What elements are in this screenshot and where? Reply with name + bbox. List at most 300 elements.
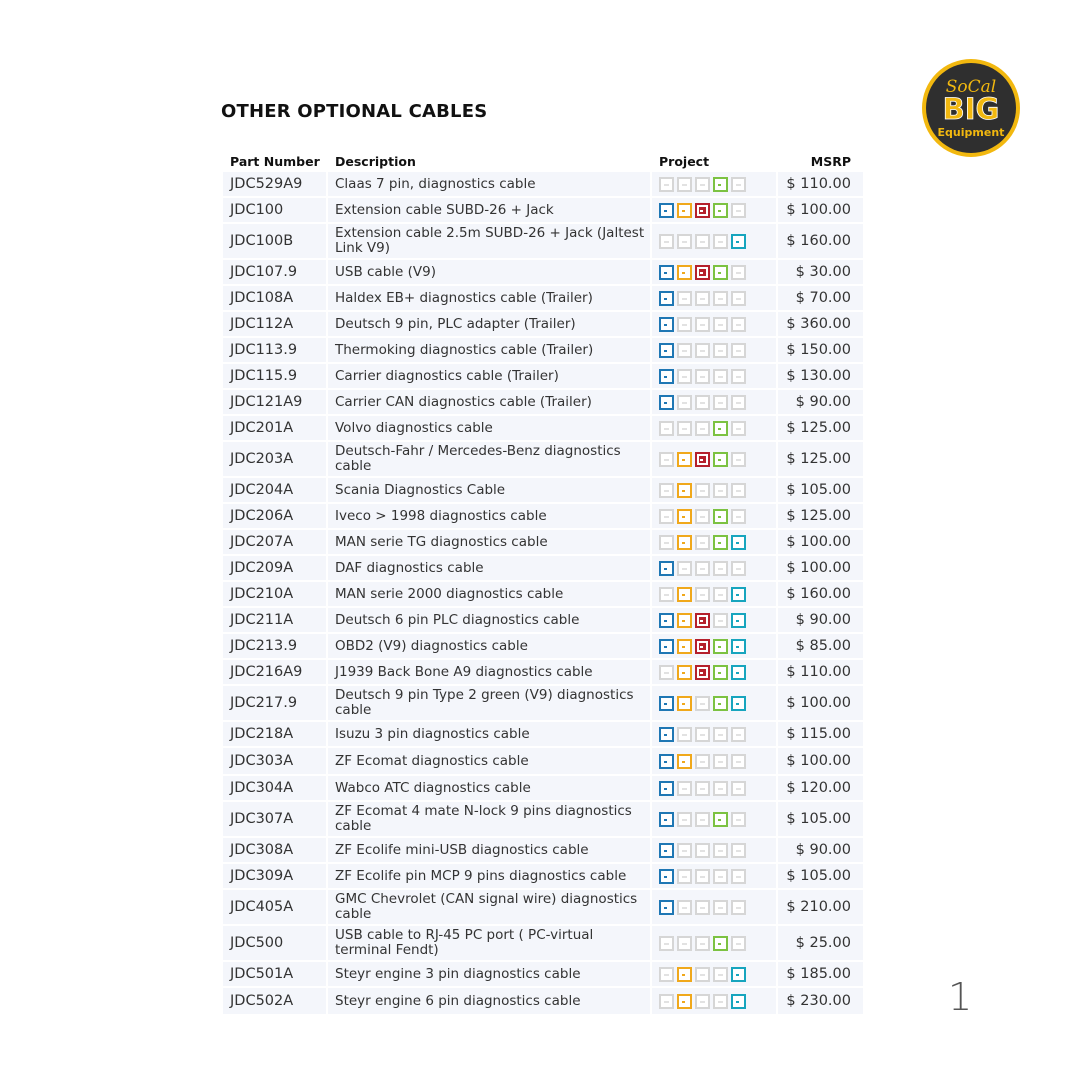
project-cell: [652, 390, 778, 414]
project-2-icon: [677, 936, 692, 951]
project-2-icon: [677, 561, 692, 576]
project-2-icon: [677, 781, 692, 796]
description-cell: Deutsch-Fahr / Mercedes-Benz diagnostics cable: [328, 442, 652, 476]
project-1-icon: [659, 234, 674, 249]
description-cell: ZF Ecolife mini-USB diagnostics cable: [328, 838, 652, 862]
project-2-icon: [677, 727, 692, 742]
table-row: [223, 686, 863, 722]
logo-line-2: BIG: [942, 92, 1000, 126]
project-2-icon: [677, 967, 692, 982]
part-number-cell: JDC216A9: [223, 660, 328, 684]
part-number-cell: JDC217.9: [223, 686, 328, 720]
part-number-cell: JDC108A: [223, 286, 328, 310]
table-row: [223, 988, 863, 1016]
project-2-icon: [677, 587, 692, 602]
project-cell: [652, 776, 778, 800]
description-cell: DAF diagnostics cable: [328, 556, 652, 580]
project-1-icon: [659, 843, 674, 858]
project-3-icon: [695, 696, 710, 711]
table-row: [223, 962, 863, 988]
project-4-icon: [713, 727, 728, 742]
project-1-icon: [659, 395, 674, 410]
header-project: Project: [659, 154, 710, 169]
project-3-icon: [695, 967, 710, 982]
project-cell: [652, 608, 778, 632]
project-1-icon: [659, 967, 674, 982]
cables-table: [223, 151, 863, 1016]
project-1-icon: [659, 483, 674, 498]
part-number-cell: JDC211A: [223, 608, 328, 632]
description-cell: Iveco > 1998 diagnostics cable: [328, 504, 652, 528]
project-4-icon: [713, 812, 728, 827]
table-row: [223, 608, 863, 634]
project-4-icon: [713, 509, 728, 524]
description-cell: Claas 7 pin, diagnostics cable: [328, 172, 652, 196]
project-4-icon: [713, 177, 728, 192]
project-cell: [652, 838, 778, 862]
msrp-cell: $ 230.00: [786, 993, 851, 1009]
msrp-cell: $ 185.00: [786, 966, 851, 982]
msrp-cell: $ 90.00: [795, 842, 851, 858]
project-3-icon: [695, 781, 710, 796]
project-1-icon: [659, 665, 674, 680]
project-1-icon: [659, 587, 674, 602]
project-5-icon: [731, 727, 746, 742]
msrp-cell: $ 105.00: [786, 811, 851, 827]
page-number: 1: [948, 975, 973, 1019]
part-number-cell: JDC121A9: [223, 390, 328, 414]
msrp-cell: $ 100.00: [786, 202, 851, 218]
project-5-icon: [731, 535, 746, 550]
part-number-cell: JDC308A: [223, 838, 328, 862]
project-3-icon: [695, 265, 710, 280]
description-cell: USB cable to RJ-45 PC port ( PC-virtual terminal Fendt): [328, 926, 652, 960]
project-5-icon: [731, 754, 746, 769]
project-cell: [652, 582, 778, 606]
msrp-cell: $ 85.00: [795, 638, 851, 654]
project-1-icon: [659, 421, 674, 436]
table-row: [223, 926, 863, 962]
project-3-icon: [695, 936, 710, 951]
part-number-cell: JDC113.9: [223, 338, 328, 362]
table-row: [223, 338, 863, 364]
project-3-icon: [695, 812, 710, 827]
msrp-cell: $ 160.00: [786, 586, 851, 602]
project-cell: [652, 312, 778, 336]
table-row: [223, 224, 863, 260]
project-1-icon: [659, 452, 674, 467]
project-2-icon: [677, 234, 692, 249]
project-4-icon: [713, 452, 728, 467]
project-3-icon: [695, 421, 710, 436]
project-2-icon: [677, 369, 692, 384]
project-4-icon: [713, 869, 728, 884]
project-1-icon: [659, 509, 674, 524]
table-row: [223, 634, 863, 660]
description-cell: Thermoking diagnostics cable (Trailer): [328, 338, 652, 362]
project-cell: [652, 864, 778, 888]
project-5-icon: [731, 665, 746, 680]
msrp-cell: $ 150.00: [786, 342, 851, 358]
table-row: [223, 198, 863, 224]
table-row: [223, 722, 863, 748]
project-5-icon: [731, 291, 746, 306]
project-cell: [652, 926, 778, 960]
part-number-cell: JDC204A: [223, 478, 328, 502]
project-3-icon: [695, 234, 710, 249]
project-cell: [652, 686, 778, 720]
project-cell: [652, 172, 778, 196]
project-3-icon: [695, 317, 710, 332]
table-row: [223, 838, 863, 864]
project-2-icon: [677, 395, 692, 410]
part-number-cell: JDC405A: [223, 890, 328, 924]
part-number-cell: JDC100: [223, 198, 328, 222]
project-cell: [652, 286, 778, 310]
project-2-icon: [677, 317, 692, 332]
description-cell: GMC Chevrolet (CAN signal wire) diagnostics cable: [328, 890, 652, 924]
msrp-cell: $ 100.00: [786, 753, 851, 769]
msrp-cell: $ 90.00: [795, 612, 851, 628]
msrp-cell: $ 360.00: [786, 316, 851, 332]
project-1-icon: [659, 561, 674, 576]
project-1-icon: [659, 203, 674, 218]
project-3-icon: [695, 613, 710, 628]
msrp-cell: $ 105.00: [786, 482, 851, 498]
table-row: [223, 864, 863, 890]
part-number-cell: JDC206A: [223, 504, 328, 528]
project-4-icon: [713, 483, 728, 498]
table-row: [223, 416, 863, 442]
part-number-cell: JDC112A: [223, 312, 328, 336]
project-3-icon: [695, 754, 710, 769]
table-row: [223, 312, 863, 338]
header-msrp: MSRP: [810, 154, 851, 169]
part-number-cell: JDC309A: [223, 864, 328, 888]
description-cell: Scania Diagnostics Cable: [328, 478, 652, 502]
project-2-icon: [677, 994, 692, 1009]
project-2-icon: [677, 869, 692, 884]
project-4-icon: [713, 535, 728, 550]
project-3-icon: [695, 483, 710, 498]
table-row: [223, 442, 863, 478]
project-1-icon: [659, 177, 674, 192]
project-3-icon: [695, 177, 710, 192]
table-row: [223, 504, 863, 530]
project-3-icon: [695, 587, 710, 602]
msrp-cell: $ 210.00: [786, 899, 851, 915]
msrp-cell: $ 125.00: [786, 508, 851, 524]
msrp-cell: $ 70.00: [795, 290, 851, 306]
table-row: [223, 776, 863, 802]
description-cell: MAN serie 2000 diagnostics cable: [328, 582, 652, 606]
description-cell: Steyr engine 6 pin diagnostics cable: [328, 988, 652, 1014]
description-cell: Deutsch 9 pin Type 2 green (V9) diagnostics cable: [328, 686, 652, 720]
project-1-icon: [659, 812, 674, 827]
project-1-icon: [659, 535, 674, 550]
project-1-icon: [659, 900, 674, 915]
project-5-icon: [731, 843, 746, 858]
project-4-icon: [713, 369, 728, 384]
description-cell: Haldex EB+ diagnostics cable (Trailer): [328, 286, 652, 310]
project-cell: [652, 802, 778, 836]
project-4-icon: [713, 754, 728, 769]
part-number-cell: JDC207A: [223, 530, 328, 554]
part-number-cell: JDC529A9: [223, 172, 328, 196]
project-cell: [652, 478, 778, 502]
project-2-icon: [677, 900, 692, 915]
project-2-icon: [677, 177, 692, 192]
project-5-icon: [731, 696, 746, 711]
project-3-icon: [695, 343, 710, 358]
description-cell: Extension cable SUBD-26 + Jack: [328, 198, 652, 222]
table-row: [223, 364, 863, 390]
table-row: [223, 748, 863, 776]
project-2-icon: [677, 452, 692, 467]
project-5-icon: [731, 369, 746, 384]
project-2-icon: [677, 265, 692, 280]
part-number-cell: JDC210A: [223, 582, 328, 606]
description-cell: OBD2 (V9) diagnostics cable: [328, 634, 652, 658]
project-4-icon: [713, 291, 728, 306]
table-row: [223, 478, 863, 504]
project-5-icon: [731, 265, 746, 280]
part-number-cell: JDC218A: [223, 722, 328, 746]
socal-big-equipment-logo: [921, 58, 1021, 158]
project-2-icon: [677, 696, 692, 711]
project-5-icon: [731, 812, 746, 827]
description-cell: MAN serie TG diagnostics cable: [328, 530, 652, 554]
project-3-icon: [695, 452, 710, 467]
msrp-cell: $ 110.00: [786, 176, 851, 192]
project-2-icon: [677, 483, 692, 498]
header-part-number: Part Number: [230, 154, 320, 169]
description-cell: ZF Ecomat 4 mate N-lock 9 pins diagnostics cable: [328, 802, 652, 836]
project-cell: [652, 504, 778, 528]
project-5-icon: [731, 203, 746, 218]
part-number-cell: JDC209A: [223, 556, 328, 580]
project-1-icon: [659, 754, 674, 769]
project-5-icon: [731, 421, 746, 436]
project-4-icon: [713, 639, 728, 654]
project-cell: [652, 198, 778, 222]
project-5-icon: [731, 869, 746, 884]
msrp-cell: $ 25.00: [795, 935, 851, 951]
project-1-icon: [659, 639, 674, 654]
project-3-icon: [695, 561, 710, 576]
project-4-icon: [713, 561, 728, 576]
table-row: [223, 286, 863, 312]
project-2-icon: [677, 421, 692, 436]
msrp-cell: $ 130.00: [786, 368, 851, 384]
description-cell: J1939 Back Bone A9 diagnostics cable: [328, 660, 652, 684]
description-cell: Wabco ATC diagnostics cable: [328, 776, 652, 800]
table-row: [223, 530, 863, 556]
project-5-icon: [731, 234, 746, 249]
table-row: [223, 556, 863, 582]
project-5-icon: [731, 395, 746, 410]
project-2-icon: [677, 754, 692, 769]
project-4-icon: [713, 265, 728, 280]
project-2-icon: [677, 291, 692, 306]
project-1-icon: [659, 369, 674, 384]
table-header: [223, 151, 863, 172]
project-5-icon: [731, 177, 746, 192]
description-cell: Extension cable 2.5m SUBD-26 + Jack (Jaltest Link V9): [328, 224, 652, 258]
part-number-cell: JDC500: [223, 926, 328, 960]
part-number-cell: JDC201A: [223, 416, 328, 440]
project-2-icon: [677, 613, 692, 628]
project-4-icon: [713, 900, 728, 915]
project-3-icon: [695, 900, 710, 915]
project-3-icon: [695, 843, 710, 858]
project-4-icon: [713, 994, 728, 1009]
part-number-cell: JDC100B: [223, 224, 328, 258]
project-3-icon: [695, 665, 710, 680]
project-cell: [652, 748, 778, 774]
project-cell: [652, 988, 778, 1014]
project-3-icon: [695, 994, 710, 1009]
description-cell: Carrier diagnostics cable (Trailer): [328, 364, 652, 388]
project-4-icon: [713, 234, 728, 249]
part-number-cell: JDC107.9: [223, 260, 328, 284]
project-cell: [652, 634, 778, 658]
project-5-icon: [731, 900, 746, 915]
project-5-icon: [731, 452, 746, 467]
msrp-cell: $ 105.00: [786, 868, 851, 884]
msrp-cell: $ 30.00: [795, 264, 851, 280]
project-cell: [652, 556, 778, 580]
msrp-cell: $ 100.00: [786, 534, 851, 550]
project-5-icon: [731, 509, 746, 524]
msrp-cell: $ 115.00: [786, 726, 851, 742]
project-5-icon: [731, 936, 746, 951]
header-description: Description: [335, 154, 416, 169]
part-number-cell: JDC501A: [223, 962, 328, 986]
project-cell: [652, 442, 778, 476]
description-cell: Isuzu 3 pin diagnostics cable: [328, 722, 652, 746]
msrp-cell: $ 160.00: [786, 233, 851, 249]
project-3-icon: [695, 727, 710, 742]
table-row: [223, 582, 863, 608]
page-title: OTHER OPTIONAL CABLES: [221, 101, 488, 122]
project-4-icon: [713, 343, 728, 358]
project-1-icon: [659, 696, 674, 711]
project-cell: [652, 338, 778, 362]
project-4-icon: [713, 665, 728, 680]
msrp-cell: $ 90.00: [795, 394, 851, 410]
project-5-icon: [731, 343, 746, 358]
project-5-icon: [731, 561, 746, 576]
project-1-icon: [659, 343, 674, 358]
project-3-icon: [695, 369, 710, 384]
project-5-icon: [731, 587, 746, 602]
description-cell: USB cable (V9): [328, 260, 652, 284]
project-4-icon: [713, 203, 728, 218]
project-1-icon: [659, 613, 674, 628]
project-5-icon: [731, 781, 746, 796]
msrp-cell: $ 110.00: [786, 664, 851, 680]
project-cell: [652, 722, 778, 746]
project-cell: [652, 260, 778, 284]
description-cell: ZF Ecomat diagnostics cable: [328, 748, 652, 774]
project-1-icon: [659, 265, 674, 280]
project-3-icon: [695, 395, 710, 410]
description-cell: Volvo diagnostics cable: [328, 416, 652, 440]
part-number-cell: JDC213.9: [223, 634, 328, 658]
part-number-cell: JDC502A: [223, 988, 328, 1014]
table-row: [223, 802, 863, 838]
project-3-icon: [695, 535, 710, 550]
table-row: [223, 890, 863, 926]
project-3-icon: [695, 639, 710, 654]
project-3-icon: [695, 509, 710, 524]
part-number-cell: JDC307A: [223, 802, 328, 836]
project-5-icon: [731, 994, 746, 1009]
project-3-icon: [695, 203, 710, 218]
project-1-icon: [659, 291, 674, 306]
table-row: [223, 260, 863, 286]
project-4-icon: [713, 587, 728, 602]
project-4-icon: [713, 843, 728, 858]
project-2-icon: [677, 812, 692, 827]
project-5-icon: [731, 483, 746, 498]
msrp-cell: $ 100.00: [786, 695, 851, 711]
project-5-icon: [731, 639, 746, 654]
project-3-icon: [695, 291, 710, 306]
project-cell: [652, 890, 778, 924]
project-4-icon: [713, 781, 728, 796]
project-1-icon: [659, 994, 674, 1009]
project-4-icon: [713, 317, 728, 332]
project-2-icon: [677, 203, 692, 218]
part-number-cell: JDC115.9: [223, 364, 328, 388]
project-4-icon: [713, 967, 728, 982]
part-number-cell: JDC304A: [223, 776, 328, 800]
project-4-icon: [713, 421, 728, 436]
project-cell: [652, 364, 778, 388]
project-5-icon: [731, 613, 746, 628]
project-3-icon: [695, 869, 710, 884]
project-1-icon: [659, 936, 674, 951]
project-2-icon: [677, 343, 692, 358]
project-1-icon: [659, 869, 674, 884]
project-2-icon: [677, 639, 692, 654]
project-4-icon: [713, 395, 728, 410]
project-cell: [652, 416, 778, 440]
project-2-icon: [677, 665, 692, 680]
table-body: [223, 172, 863, 1016]
project-4-icon: [713, 696, 728, 711]
msrp-cell: $ 125.00: [786, 451, 851, 467]
project-5-icon: [731, 967, 746, 982]
description-cell: Steyr engine 3 pin diagnostics cable: [328, 962, 652, 986]
project-5-icon: [731, 317, 746, 332]
part-number-cell: JDC303A: [223, 748, 328, 774]
project-cell: [652, 660, 778, 684]
msrp-cell: $ 125.00: [786, 420, 851, 436]
logo-line-3: Equipment: [937, 126, 1005, 139]
part-number-cell: JDC203A: [223, 442, 328, 476]
project-2-icon: [677, 843, 692, 858]
table-row: [223, 390, 863, 416]
project-cell: [652, 962, 778, 986]
msrp-cell: $ 100.00: [786, 560, 851, 576]
msrp-cell: $ 120.00: [786, 780, 851, 796]
project-4-icon: [713, 613, 728, 628]
project-4-icon: [713, 936, 728, 951]
table-row: [223, 172, 863, 198]
